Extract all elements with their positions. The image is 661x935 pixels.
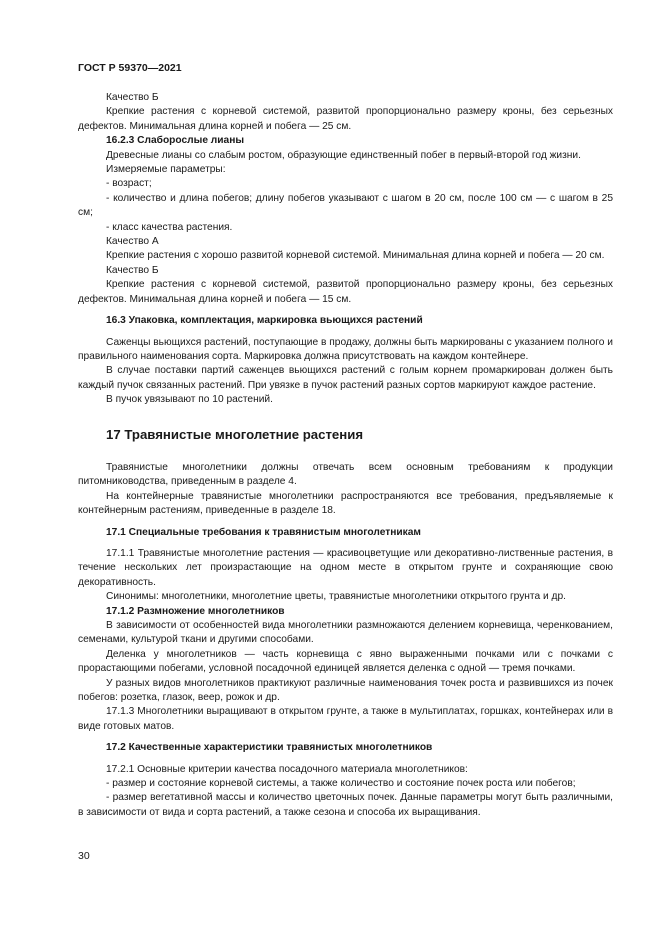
chapter-heading-17: 17 Травянистые многолетние растения <box>106 426 364 442</box>
paragraph: Синонимы: многолетники, многолетние цветы, травянистые многолетники открытого грунта и др. <box>106 591 566 603</box>
list-item: - размер и состояние корневой системы, а также количество и состояние почек роста или побегов; <box>106 778 576 790</box>
paragraph: В зависимости от особенностей вида многолетники размножаются делением корневища, черенкованием, семенами, культурой ткани и другими способами. <box>78 620 613 646</box>
paragraph: Крепкие растения с корневой системой, развитой пропорционально размеру кроны, без серьезных дефектов. Минимальная длина корней и побега — 15 см. <box>78 279 613 305</box>
document-header: ГОСТ Р 59370—2021 <box>78 62 182 74</box>
paragraph: Травянистые многолетники должны отвечать всем основным требованиям к продукции питомниководства, приведенным в разделе 4. <box>78 461 613 488</box>
paragraph: У разных видов многолетников практикуют различные наименования точек роста и развившихся из почек побегов: розетка, глазок, веер, рожок и др. <box>78 677 613 704</box>
paragraph: Саженцы вьющихся растений, поступающие в продажу, должны быть маркированы с указанием полного и правильного наименования сорта. Маркировка должна присутствовать на каждом контейнере. <box>78 336 613 362</box>
list-item: - класс качества растения. <box>106 221 233 233</box>
paragraph: В случае поставки партий саженцев вьющихся растений с голым корнем промаркирован должен быть каждый пучок связанных растений. При увязке в пучок растений разных сортов маркируют каждое растение. <box>78 365 613 391</box>
list-item: - размер вегетативной массы и количество цветочных почек. Данные параметры могут быть различными, в зависимости от вида и сорта растений, а также сезона и способа их выращивания. <box>78 792 613 818</box>
quality-b-label: Качество Б <box>106 264 159 276</box>
list-item: - количество и длина побегов; длину побегов указывают с шагом в 20 см, после 100 см — с шагом в 25 см; <box>78 192 613 219</box>
paragraph: 17.1.3 Многолетники выращивают в открытом грунте, а также в мультиплатах, горшках, контейнерах или в виде готовых матов. <box>78 706 613 732</box>
paragraph: 17.1.1 Травянистые многолетние растения — красивоцветущие или декоративно-лиственные растения, в течение нескольких лет произрастающие на одном месте в открытом грунте и сохраняющие свою декоративность. <box>78 547 613 588</box>
paragraph: Крепкие растения с корневой системой, развитой пропорционально размеру кроны, без серьезных дефектов. Минимальная длина корней и побега — 25 см. <box>78 106 613 132</box>
params-label: Измеряемые параметры: <box>106 164 226 176</box>
quality-a-label: Качество А <box>106 236 159 248</box>
list-item: - возраст; <box>106 178 152 190</box>
paragraph: Древесные лианы со слабым ростом, образующие единственный побег в первый-второй год жизни. <box>106 149 581 161</box>
document-body <box>78 91 613 820</box>
subsection-heading-17-1-2: 17.1.2 Размножение многолетников <box>106 605 285 617</box>
paragraph: На контейнерные травянистые многолетники распространяются все требования, предъявляемые к контейнерным растениям, приведенные в разделе 18. <box>78 490 613 517</box>
paragraph: 17.2.1 Основные критерии качества посадочного материала многолетников: <box>106 763 468 775</box>
paragraph: Крепкие растения с хорошо развитой корневой системой. Минимальная длина корней и побега — 20 см. <box>106 250 605 262</box>
paragraph: В пучок увязывают по 10 растений. <box>106 394 273 406</box>
paragraph: Деленка у многолетников — часть корневища с явно выраженными почками или с почками с прорастающими побегами, условной посадочной единицей является деленка с одной — тремя почками. <box>78 648 613 675</box>
section-heading-17-1: 17.1 Специальные требования к травянистым многолетникам <box>106 526 421 538</box>
quality-b-label: Качество Б <box>106 92 159 103</box>
subsection-heading-16-2-3: 16.2.3 Слаборослые лианы <box>106 135 245 147</box>
page-number: 30 <box>78 850 90 862</box>
section-heading-17-2: 17.2 Качественные характеристики травянистых многолетников <box>106 742 433 754</box>
section-heading-16-3: 16.3 Упаковка, комплектация, маркировка вьющихся растений <box>106 315 423 327</box>
